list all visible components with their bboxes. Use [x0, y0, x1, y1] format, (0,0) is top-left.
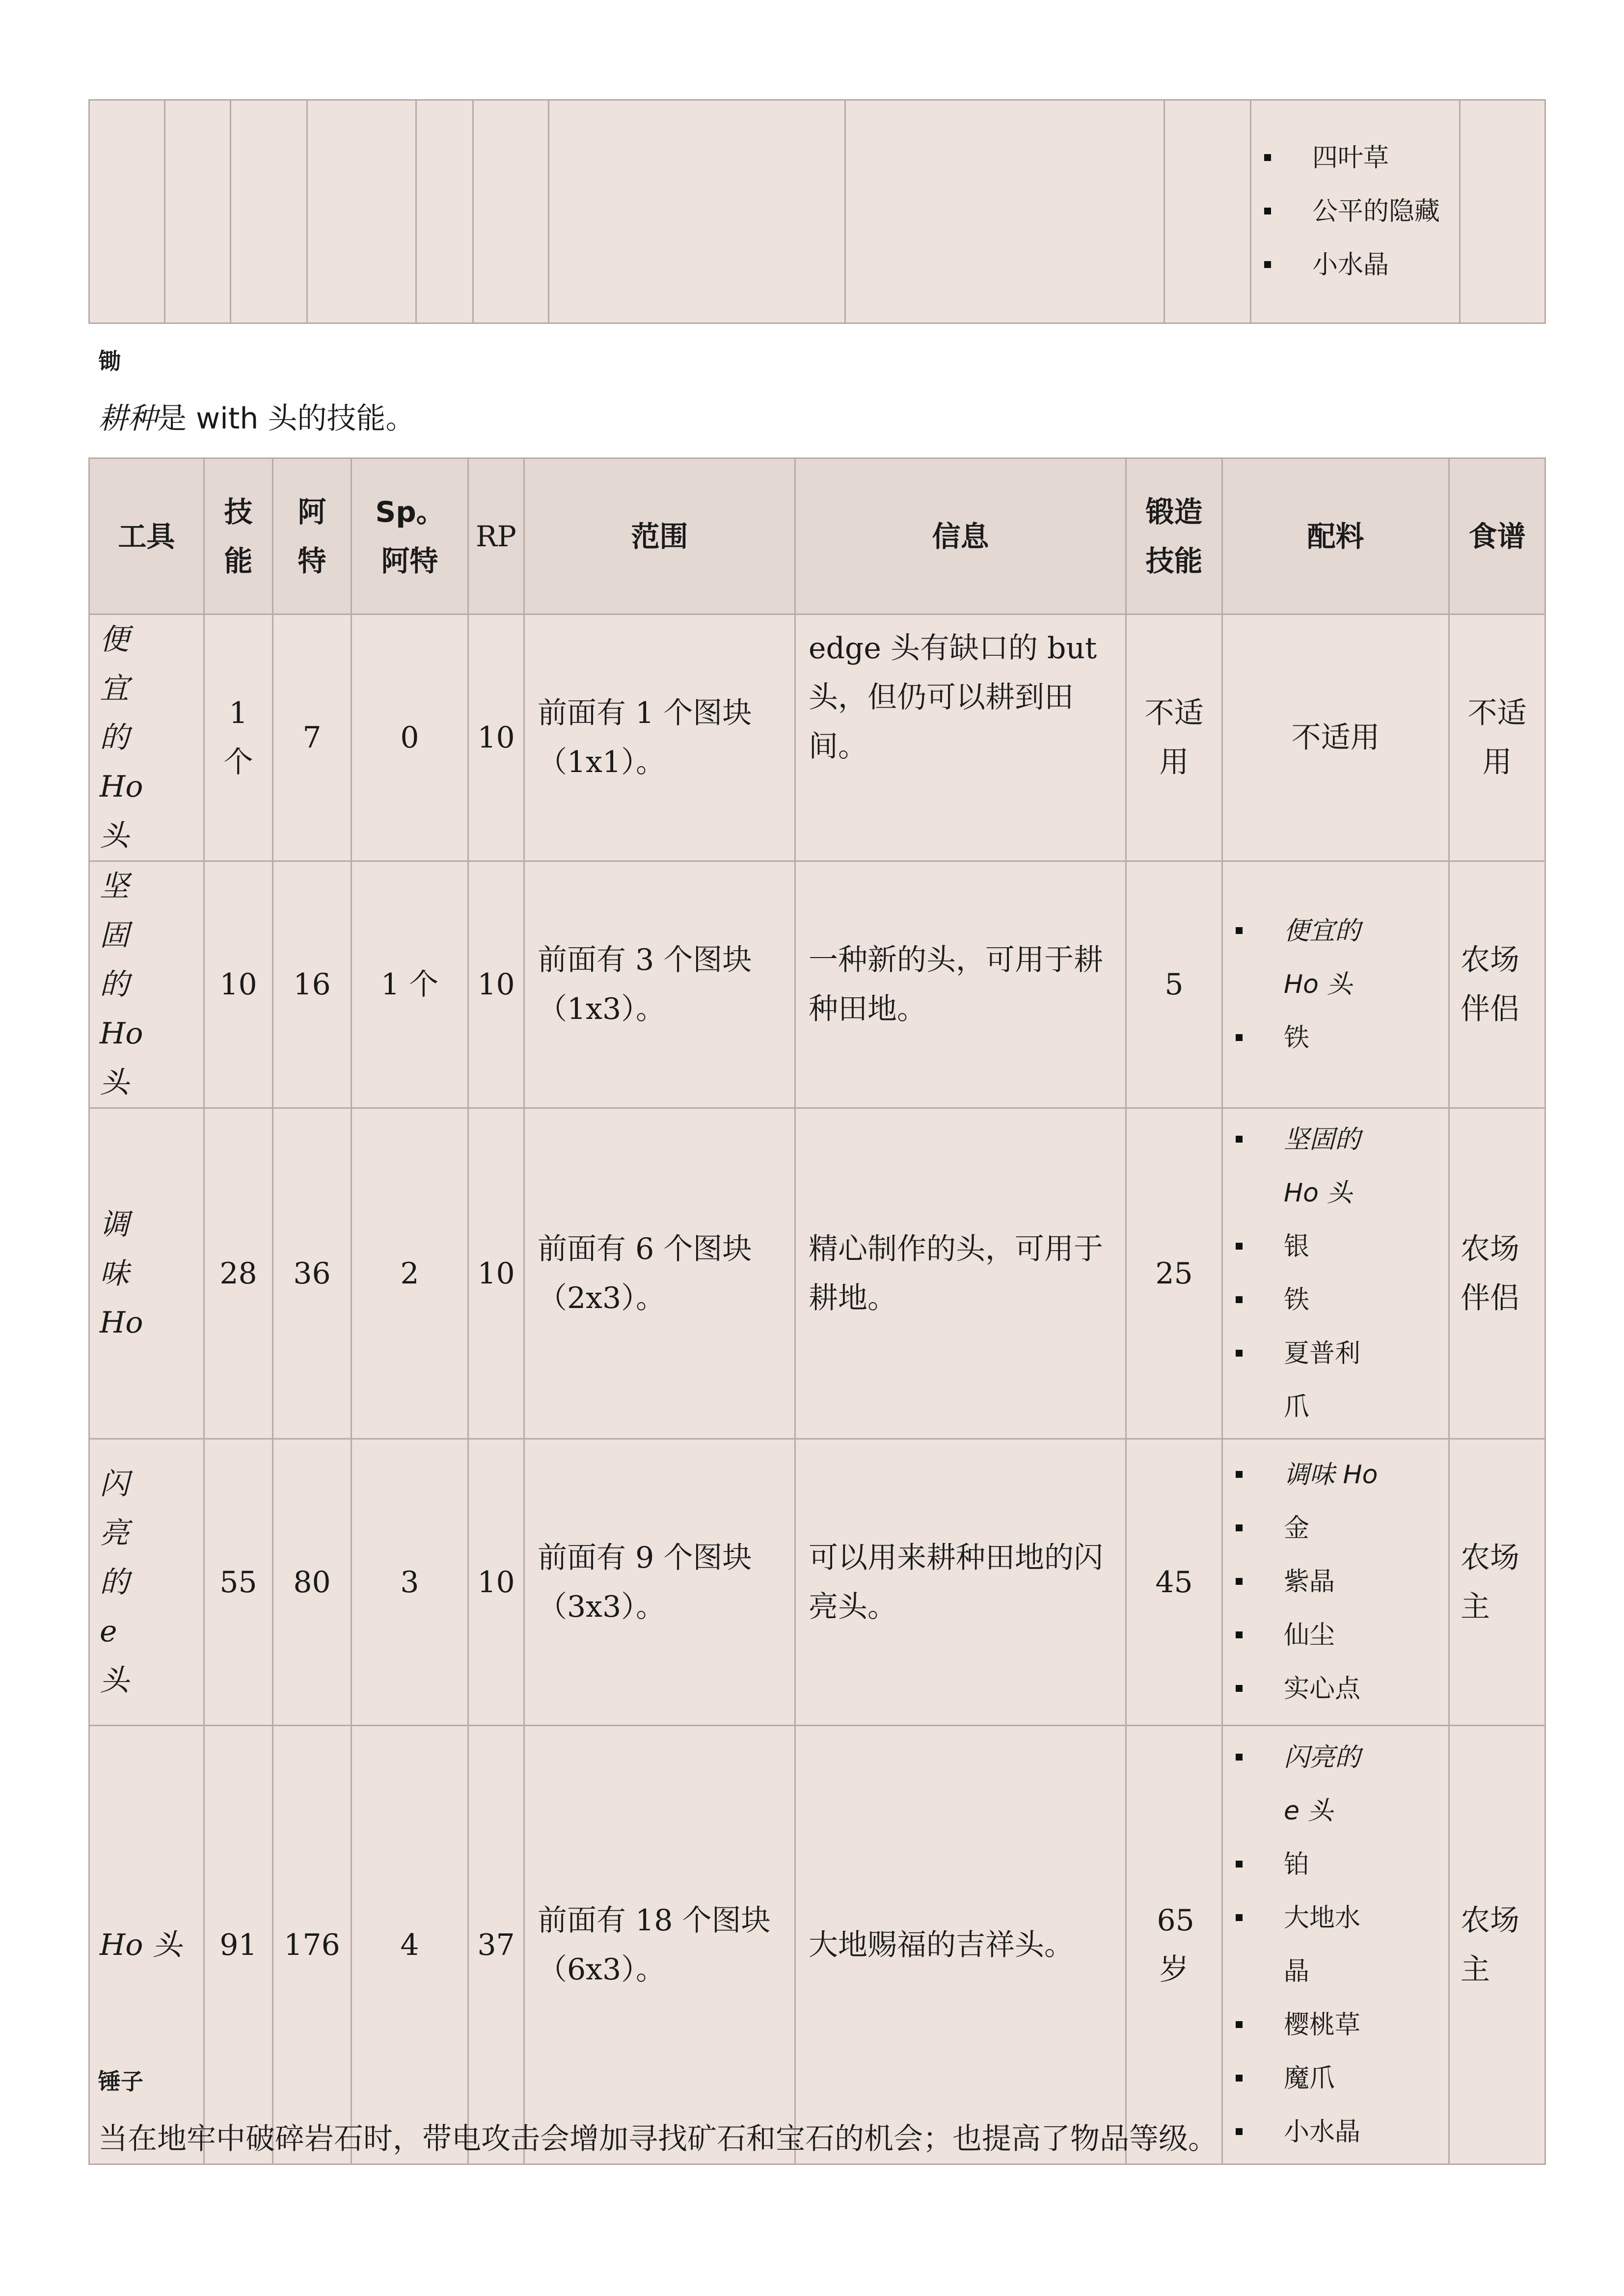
list-item: 小水晶: [1263, 239, 1454, 292]
rp-value: 37: [468, 1726, 524, 2164]
list-item: 紫晶: [1235, 1555, 1443, 1609]
materials-list: [1223, 1113, 1448, 1434]
tool-name: 坚固的 Ho 头: [89, 861, 204, 1108]
recipe-value: 不适用: [1449, 614, 1545, 861]
tool-name: 调味 Ho: [89, 1108, 204, 1439]
atk-value: 176: [273, 1726, 352, 2164]
list-item: 夏普利爪: [1235, 1327, 1443, 1434]
list-item: 银: [1235, 1220, 1443, 1274]
section-text-hammer: 当在地牢中破碎岩石时，带电攻击会增加寻找矿石和宝石的机会；也提高了物品等级。: [98, 2122, 1218, 2156]
info-text: 大地赐福的吉祥头。: [795, 1726, 1126, 2164]
skill-value: 1 个: [204, 614, 273, 861]
sp-atk-value: 3: [352, 1439, 468, 1726]
atk-value: 7: [273, 614, 352, 861]
forge-value: 45: [1126, 1439, 1222, 1726]
recipe-value: 农场主: [1449, 1726, 1545, 2164]
col-header-materials: 配料: [1222, 458, 1449, 614]
list-item: 公平的隐藏: [1263, 185, 1454, 239]
sp-atk-value: 0: [352, 614, 468, 861]
rp-value: 10: [468, 1439, 524, 1726]
list-item: 调味 Ho: [1235, 1448, 1443, 1502]
range-text: 前面有 18 个图块（6x3）。: [524, 1726, 795, 2164]
materials-list: [1223, 1448, 1448, 1716]
info-text: 可以用来耕种田地的闪亮头。: [795, 1439, 1126, 1726]
info-text: 一种新的头，可用于耕种田地。: [795, 861, 1126, 1108]
table-row: [89, 861, 1545, 1108]
col-header-skill: 技能: [204, 458, 273, 614]
rp-value: 10: [468, 861, 524, 1108]
materials-cell: [1222, 1439, 1449, 1726]
skill-value: 91: [204, 1726, 273, 2164]
forge-value: 5: [1126, 861, 1222, 1108]
list-item: 便宜的 Ho 头: [1235, 905, 1443, 1012]
range-text: 前面有 6 个图块（2x3）。: [524, 1108, 795, 1439]
table-row: [89, 1439, 1545, 1726]
recipe-value: 农场伴侣: [1449, 1108, 1545, 1439]
recipe-value: 农场主: [1449, 1439, 1545, 1726]
table-row: [89, 1108, 1545, 1439]
materials-list: [1223, 905, 1448, 1065]
forge-value: 65 岁: [1126, 1726, 1222, 2164]
section-heading-hammer: 锤子: [98, 2068, 143, 2095]
hoe-table: [88, 457, 1546, 2165]
skill-value: 28: [204, 1108, 273, 1439]
table-header-row: [89, 458, 1545, 614]
table-row: [89, 100, 1545, 323]
col-header-range: 范围: [524, 458, 795, 614]
materials-list: [1223, 1731, 1448, 2159]
intro-text: 是 with 头的技能。: [157, 401, 415, 436]
tool-name: Ho 头: [89, 1726, 204, 2164]
col-header-atk: 阿特: [273, 458, 352, 614]
list-item: 仙尘: [1235, 1609, 1443, 1662]
range-text: 前面有 1 个图块（1x1）。: [524, 614, 795, 861]
list-item: 坚固的 Ho 头: [1235, 1113, 1443, 1220]
ingredients-cell: [1251, 100, 1460, 323]
rp-value: 10: [468, 1108, 524, 1439]
info-text: 精心制作的头，可用于耕地。: [795, 1108, 1126, 1439]
skill-value: 55: [204, 1439, 273, 1726]
list-item: 铂: [1235, 1838, 1443, 1892]
atk-value: 16: [273, 861, 352, 1108]
range-text: 前面有 3 个图块（1x3）。: [524, 861, 795, 1108]
sp-atk-value: 4: [352, 1726, 468, 2164]
col-header-recipe: 食谱: [1449, 458, 1545, 614]
info-text: edge 头有缺口的 but 头，但仍可以耕到田间。: [795, 614, 1126, 861]
range-text: 前面有 9 个图块（3x3）。: [524, 1439, 795, 1726]
list-item: 铁: [1235, 1012, 1443, 1065]
list-item: 闪亮的 e 头: [1235, 1731, 1443, 1838]
rp-value: 10: [468, 614, 524, 861]
materials-cell: [1222, 1108, 1449, 1439]
col-header-info: 信息: [795, 458, 1126, 614]
materials-cell: [1222, 861, 1449, 1108]
col-header-forge: 锻造技能: [1126, 458, 1222, 614]
materials-text: 不适用: [1222, 614, 1449, 861]
list-item: 魔爪: [1235, 2052, 1443, 2106]
skill-value: 10: [204, 861, 273, 1108]
table-row: [89, 1726, 1545, 2164]
sp-atk-value: 1 个: [352, 861, 468, 1108]
tool-name: 便宜的 Ho 头: [89, 614, 204, 861]
atk-value: 80: [273, 1439, 352, 1726]
materials-cell: [1222, 1726, 1449, 2164]
ingredients-list: [1251, 132, 1459, 292]
list-item: 小水晶: [1235, 2106, 1443, 2159]
section-heading-hoe: 锄: [98, 348, 121, 374]
list-item: 大地水晶: [1235, 1892, 1443, 1999]
list-item: 铁: [1235, 1274, 1443, 1327]
list-item: 四叶草: [1263, 132, 1454, 185]
list-item: 实心点: [1235, 1662, 1443, 1716]
recipe-value: 农场伴侣: [1449, 861, 1545, 1108]
previous-table-continuation: [88, 99, 1546, 324]
tool-name: 闪亮的 e 头: [89, 1439, 204, 1726]
section-intro-hoe: [98, 395, 415, 437]
intro-emphasis: 耕种: [98, 401, 157, 436]
col-header-rp: RP: [468, 458, 524, 614]
col-header-sp-atk: Sp。阿特: [352, 458, 468, 614]
col-header-tool: 工具: [89, 458, 204, 614]
list-item: 金: [1235, 1502, 1443, 1555]
forge-value: 25: [1126, 1108, 1222, 1439]
list-item: 樱桃草: [1235, 1999, 1443, 2052]
sp-atk-value: 2: [352, 1108, 468, 1439]
atk-value: 36: [273, 1108, 352, 1439]
forge-value: 不适用: [1126, 614, 1222, 861]
table-row: [89, 614, 1545, 861]
